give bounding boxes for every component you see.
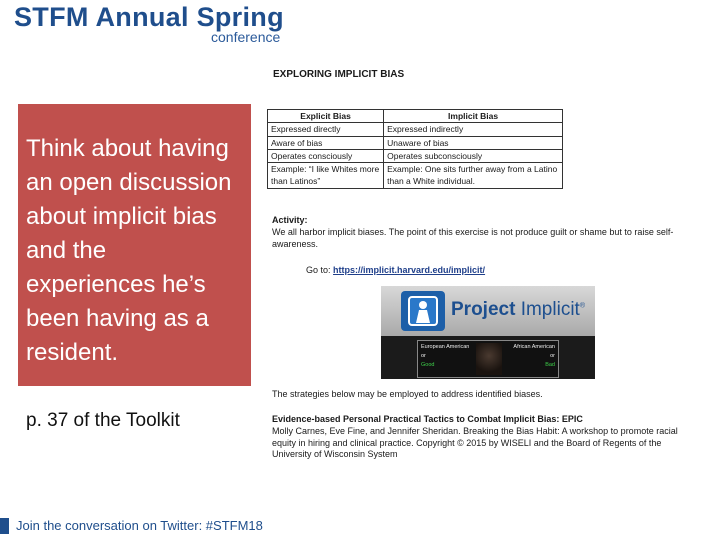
bias-comparison-table bbox=[267, 109, 563, 189]
project-implicit-logo-icon bbox=[401, 291, 445, 331]
activity-label: Activity: bbox=[272, 215, 308, 225]
table-cell: Operates consciously bbox=[268, 149, 384, 162]
table-row bbox=[268, 163, 563, 189]
implicit-test-link[interactable]: https://implicit.harvard.edu/implicit/ bbox=[333, 265, 486, 275]
iat-good-label: Good bbox=[421, 362, 435, 368]
table-row bbox=[268, 123, 563, 136]
table-cell: Aware of bias bbox=[268, 136, 384, 149]
column-header: Explicit Bias bbox=[268, 110, 384, 123]
iat-right-label: African American bbox=[513, 344, 555, 350]
strategies-text: The strategies below may be employed to address identified biases. bbox=[272, 389, 543, 399]
footer-twitter-text: Join the conversation on Twitter: #STFM18 bbox=[16, 518, 263, 533]
table-cell: Example: One sits further away from a Latino than a White individual. bbox=[384, 163, 563, 189]
wordmark-bold: Project bbox=[451, 299, 516, 320]
table-row bbox=[268, 149, 563, 162]
toolkit-page-reference: p. 37 of the Toolkit bbox=[26, 410, 180, 431]
column-header: Implicit Bias bbox=[384, 110, 563, 123]
project-implicit-banner bbox=[381, 286, 595, 379]
iat-bad-label: Bad bbox=[545, 362, 555, 368]
table-cell: Unaware of bias bbox=[384, 136, 563, 149]
table-cell: Expressed indirectly bbox=[384, 123, 563, 136]
project-implicit-wordmark bbox=[451, 299, 585, 321]
citation-text: Molly Carnes, Eve Fine, and Jennifer Sheridan. Breaking the Bias Habit: A workshop to promote racial equity in hiring and clinical practice. Copyright © 2015 by WISELI and the Board of Regents of the University of Wisconsin System bbox=[272, 426, 678, 459]
table-cell: Operates subconsciously bbox=[384, 149, 563, 162]
registered-mark: ® bbox=[579, 302, 585, 310]
table-header-row bbox=[268, 110, 563, 123]
goto-line bbox=[306, 265, 485, 275]
iat-sample-panel bbox=[417, 340, 559, 378]
document-heading: EXPLORING IMPLICIT BIAS bbox=[273, 69, 405, 80]
discussion-callout bbox=[18, 104, 251, 386]
face-photo-icon bbox=[476, 343, 502, 375]
banner-header bbox=[381, 286, 595, 336]
wordmark-light: Implicit bbox=[520, 299, 580, 320]
table-cell: Example: “I like Whites more than Latinos” bbox=[268, 163, 384, 189]
conference-title: STFM Annual Spring bbox=[14, 2, 284, 32]
goto-prefix: Go to: bbox=[306, 265, 331, 275]
iat-or-right: or bbox=[550, 353, 555, 359]
iat-left-label: European American bbox=[421, 344, 470, 350]
callout-text: Think about having an open discussion about implicit bias and the experiences he’s been having as a resident. bbox=[26, 135, 232, 366]
table-cell: Expressed directly bbox=[268, 123, 384, 136]
conference-subtitle: conference bbox=[211, 29, 281, 45]
activity-text: We all harbor implicit biases. The point of this exercise is not produce guilt or shame but to raise self-awareness. bbox=[272, 227, 674, 249]
epic-title: Evidence-based Personal Practical Tactics to Combat Implicit Bias: EPIC bbox=[272, 414, 583, 424]
footer-accent-bar bbox=[0, 518, 9, 534]
iat-or-left: or bbox=[421, 353, 426, 359]
table-row bbox=[268, 136, 563, 149]
